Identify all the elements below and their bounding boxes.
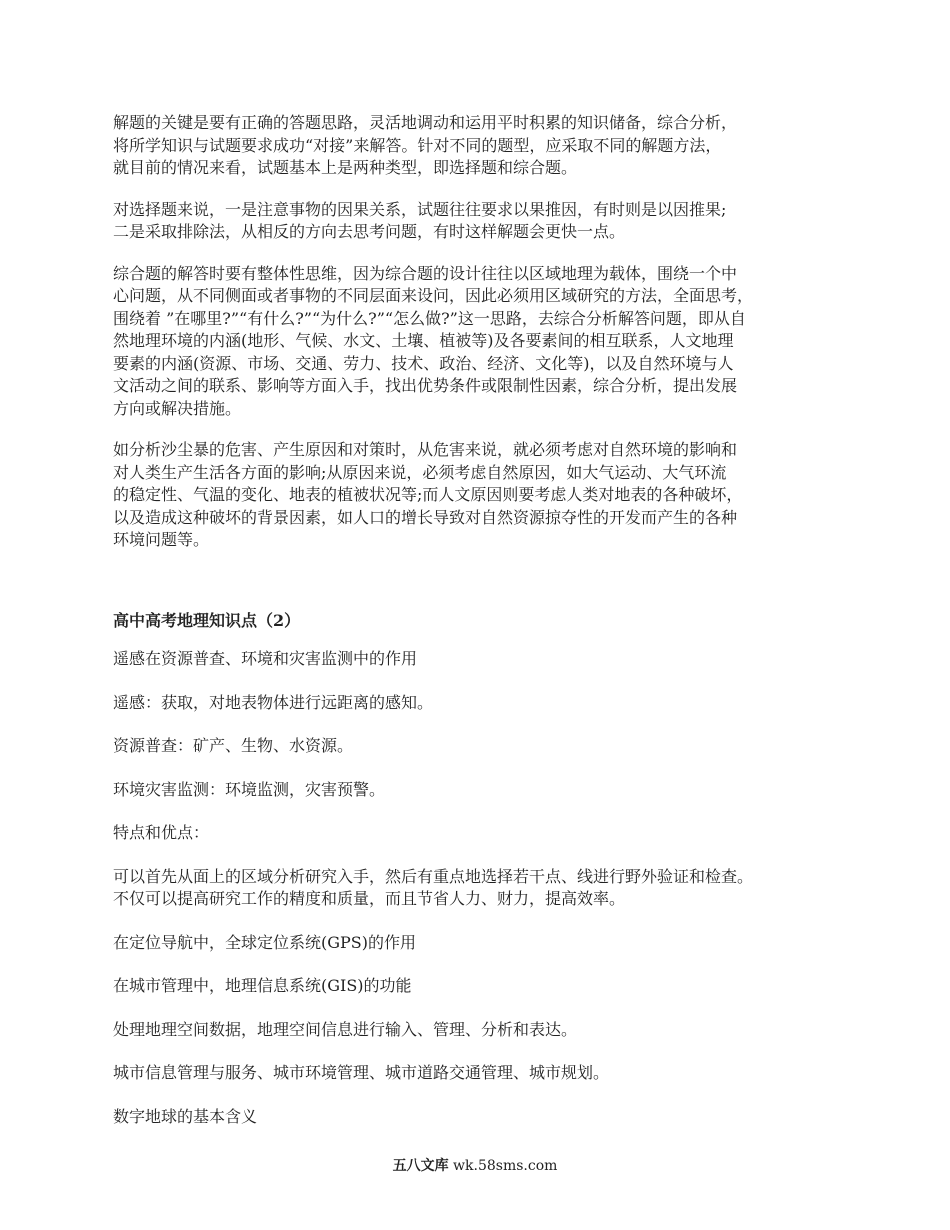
section-item	[113, 648, 843, 671]
section-item	[113, 1106, 843, 1129]
text-line: 二是采取排除法，从相反的方向去思考问题，有时这样解题会更快一点。	[113, 222, 626, 241]
section-body	[113, 648, 843, 1128]
section-item	[113, 822, 843, 845]
section-title: 高中高考地理知识点（2）	[113, 610, 301, 630]
text-line: 方向或解决措施。	[113, 398, 242, 418]
text-line: 解题的关键是要有正确的答题思路，灵活地调动和运用平时积累的知识储备，综合分析，	[113, 113, 738, 132]
text-line: 特点和优点：	[113, 823, 210, 842]
text-line: 综合题的解答时要有整体性思维，因为综合题的设计往往以区域地理为载体，围绕一个中	[113, 263, 738, 283]
intro-paragraph-3	[113, 263, 843, 421]
text-line: 遥感在资源普查、环境和灾害监测中的作用	[113, 649, 418, 668]
section-item	[113, 866, 843, 911]
text-line: 资源普查：矿产、生物、水资源。	[113, 736, 354, 755]
intro-paragraph-1	[113, 112, 843, 180]
text-line: 就目前的情况来看，试题基本上是两种类型，即选择题和综合题。	[113, 158, 578, 177]
text-line: 围绕着 ”在哪里?”“有什么?”“为什么?”“怎么做?”这一思路，去综合分析解答问题，即从自	[113, 308, 746, 328]
text-line: 如分析沙尘暴的危害、产生原因和对策时，从危害来说，就必须考虑对自然环境的影响和	[113, 440, 738, 459]
text-line: 然地理环境的内涵(地形、气候、水文、土壤、植被等)及各要素间的相互联系，人文地理	[113, 331, 734, 350]
text-line: 在定位导航中，全球定位系统(GPS)的作用	[113, 932, 416, 952]
text-line: 要素的内涵(资源、市场、交通、劳力、技术、政治、经济、文化等)，以及自然环境与人	[113, 353, 734, 373]
text-line: 城市信息管理与服务、城市环境管理、城市道路交通管理、城市规划。	[113, 1063, 610, 1082]
text-line: 的稳定性、气温的变化、地表的植被状况等;而人文原因则要考虑人类对地表的各种破坏，	[113, 485, 743, 504]
section-item	[113, 779, 843, 802]
text-line: 心问题，从不同侧面或者事物的不同层面来设问，因此必须用区域研究的方法，全面思考，	[113, 286, 754, 305]
text-line: 遥感：获取，对地表物体进行远距离的感知。	[113, 692, 434, 712]
text-line: 文活动之间的联系、影响等方面入手，找出优势条件或限制性因素，综合分析，提出发展	[113, 376, 738, 395]
footer-url[interactable]: wk.58sms.com	[453, 1158, 558, 1174]
section-item	[113, 692, 843, 715]
text-line: 环境灾害监测：环境监测，灾害预警。	[113, 779, 386, 799]
text-line: 以及造成这种破坏的背景因素，如人口的增长导致对自然资源掠夺性的开发而产生的各种	[113, 507, 738, 527]
intro-paragraph-2	[113, 199, 843, 244]
text-line: 数字地球的基本含义	[113, 1106, 258, 1126]
section-item	[113, 932, 843, 955]
text-line: 处理地理空间数据，地理空间信息进行输入、管理、分析和表达。	[113, 1019, 578, 1039]
text-line: 在城市管理中，地理信息系统(GIS)的功能	[113, 976, 412, 995]
text-line: 对人类生产生活各方面的影响;从原因来说，必须考虑自然原因，如大气运动、大气环流	[113, 462, 727, 482]
section-item	[113, 1019, 843, 1042]
footer-brand: 五八文库	[392, 1158, 449, 1174]
text-line: 将所学知识与试题要求成功“对接”来解答。针对不同的题型，应采取不同的解题方法，	[113, 135, 722, 155]
text-line: 对选择题来说，一是注意事物的因果关系，试题往往要求以果推因，有时则是以因推果;	[113, 199, 727, 219]
document-page	[113, 112, 843, 1149]
intro-section	[113, 112, 843, 552]
text-line: 不仅可以提高研究工作的精度和质量，而且节省人力、财力，提高效率。	[113, 889, 626, 908]
section-item	[113, 1062, 843, 1085]
page-footer	[0, 1155, 950, 1175]
text-line: 环境问题等。	[113, 530, 210, 549]
intro-paragraph-4	[113, 439, 843, 552]
section-item	[113, 975, 843, 998]
text-line: 可以首先从面上的区域分析研究入手，然后有重点地选择若干点、线进行野外验证和检查。	[113, 866, 754, 886]
section-item	[113, 735, 843, 758]
